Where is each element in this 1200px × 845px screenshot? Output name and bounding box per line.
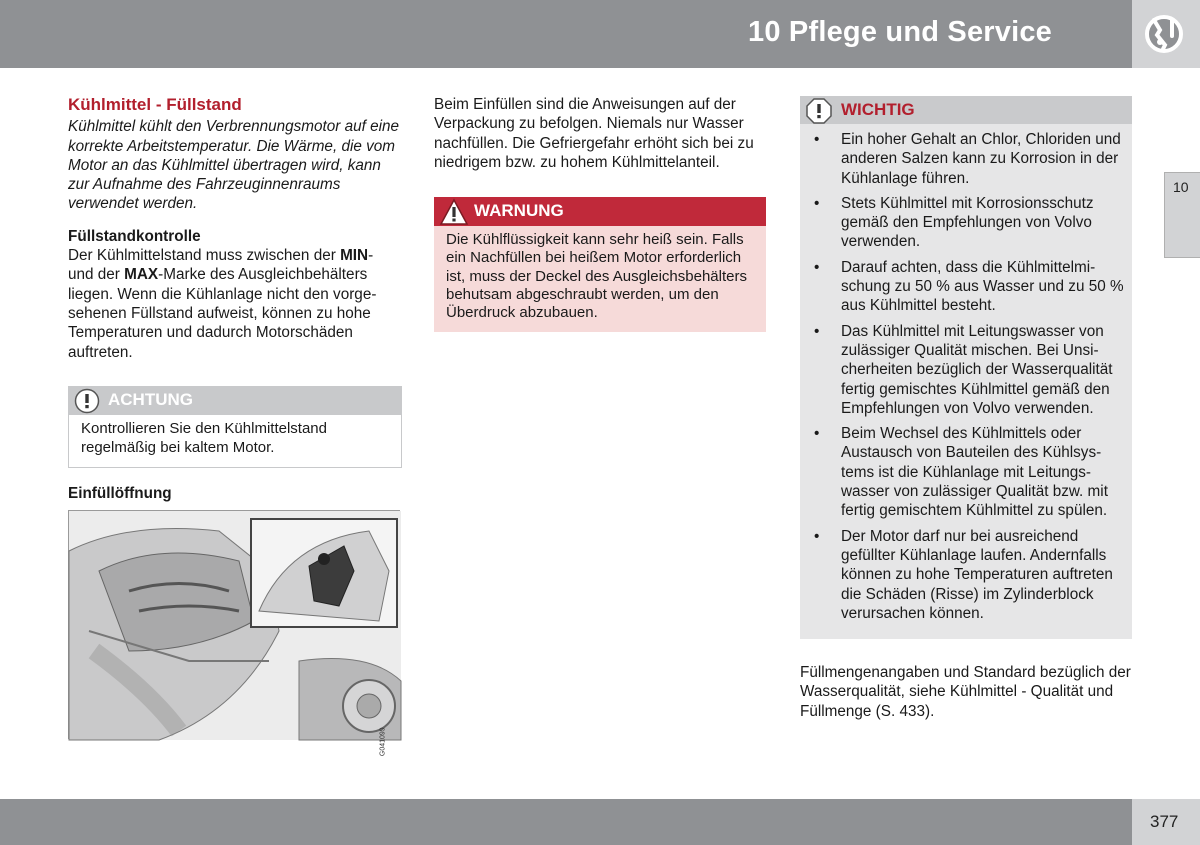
engine-bay-illustration xyxy=(68,510,400,757)
list-item: • Stets Kühlmittel mit Korrosionsschutz gemäß den Empfehlungen von Volvo verwenden. xyxy=(814,194,1094,251)
chapter-icon-box xyxy=(1132,0,1200,68)
achtung-text: Kontrollieren Sie den Kühlmittelstand regelmäßig bei kaltem Motor. xyxy=(68,415,402,469)
check-paragraph: Der Kühlmittelstand muss zwischen der MIN- und der MAX-Marke des Ausgleichbehälters liegen. Wenn die Kühlanlage nicht den vorgesehenen Füllstand aufweist, können zu hohe Temperaturen und dadurch Motorschäden auftreten. xyxy=(68,247,377,361)
min-mark: MIN xyxy=(340,247,369,265)
column-left xyxy=(68,95,402,757)
list-item: • Der Motor darf nur bei ausreichend gefüllter Kühlanlage laufen. Andernfalls können zu hohe Temperaturen auftreten die Schäden (Risse) im Zylinderblock verursachen können. xyxy=(814,527,1113,622)
achtung-box xyxy=(68,386,402,469)
column-right xyxy=(800,96,1132,721)
wichtig-box xyxy=(800,96,1132,639)
list-item: • Ein hoher Gehalt an Chlor, Chloriden und anderen Salzen kann zu Korrosion in der Kühlanlage führen. xyxy=(814,131,1121,187)
opening-heading: Einfüllöffnung xyxy=(68,485,172,503)
section-title: Kühlmittel - Füllstand xyxy=(68,95,242,114)
page-number-box xyxy=(1132,799,1200,845)
achtung-header xyxy=(68,386,402,415)
wrench-gear-icon xyxy=(1140,12,1192,56)
important-icon xyxy=(806,98,832,124)
page-number: 377 xyxy=(1150,812,1179,831)
side-tab-label: 10 xyxy=(1173,179,1189,195)
wichtig-label: WICHTIG xyxy=(841,100,915,119)
filling-text: Beim Einfüllen sind die Anweisungen auf der Verpackung zu befolgen. Niemals nur Wasser nachfüllen. Die Gefriergefahr erhöht sich bei zu niedrigem bzw. zu hohem Kühlmittelanteil. xyxy=(434,96,754,171)
achtung-label: ACHTUNG xyxy=(108,389,193,409)
warnung-header xyxy=(434,197,766,226)
list-item: • Das Kühlmittel mit Leitungswasser von zulässiger Qualität mischen. Bei Unsicherheiten bezüglich der Wasserqualität fertig gemischtes Kühlmittel gemäß den Empfehlungen von Volvo verwenden. xyxy=(814,322,1113,417)
list-item: • Darauf achten, dass die Kühlmittelmischung zu 50 % aus Wasser und zu 50 % aus Kühlmittel besteht. xyxy=(814,258,1124,315)
chapter-title: 10 Pflege und Service xyxy=(748,16,1052,48)
warnung-box xyxy=(434,197,766,331)
header-bar xyxy=(0,0,1132,68)
column-middle xyxy=(434,95,766,332)
max-mark: MAX xyxy=(124,266,159,284)
image-code: G041099 xyxy=(379,727,387,757)
engine-bay-drawing xyxy=(69,511,401,740)
warnung-label: WARNUNG xyxy=(474,201,564,221)
reference-text: Füllmengenangaben und Standard bezüglich der Wasserqualität, siehe Kühlmittel - Qualität und Füllmenge (S. 433). xyxy=(800,664,1131,720)
warning-triangle-icon xyxy=(440,199,468,225)
check-heading: Füllstandkontrolle xyxy=(68,227,201,245)
footer-bar xyxy=(0,799,1132,845)
wichtig-header xyxy=(800,96,1132,124)
wichtig-list xyxy=(800,124,1132,623)
chapter-side-tab[interactable] xyxy=(1164,172,1200,258)
warnung-text: Die Kühlflüssigkeit kann sehr heiß sein. Falls ein Nachfüllen bei heißem Motor erforderlich ist, muss der Deckel des Ausgleichsbehälters behutsam abgeschraubt werden, um den Überdruck abzubauen. xyxy=(434,226,766,331)
list-item: • Beim Wechsel des Kühlmittels oder Austausch von Bauteilen des Kühlsystems ist die Kühlanlage mit Leitungswasser von zulässiger Qualität bzw. mit fertig gemischtem Kühlmittel zu spülen. xyxy=(814,425,1108,520)
intro-text: Kühlmittel kühlt den Verbrennungsmotor auf eine korrekte Arbeitstemperatur. Die Wärme, die vom Motor an das Kühlmittel übertragen wird, kann zur Aufnahme des Fahrzeuginnenraums verwendet werden. xyxy=(68,118,400,213)
caution-icon xyxy=(74,388,100,414)
